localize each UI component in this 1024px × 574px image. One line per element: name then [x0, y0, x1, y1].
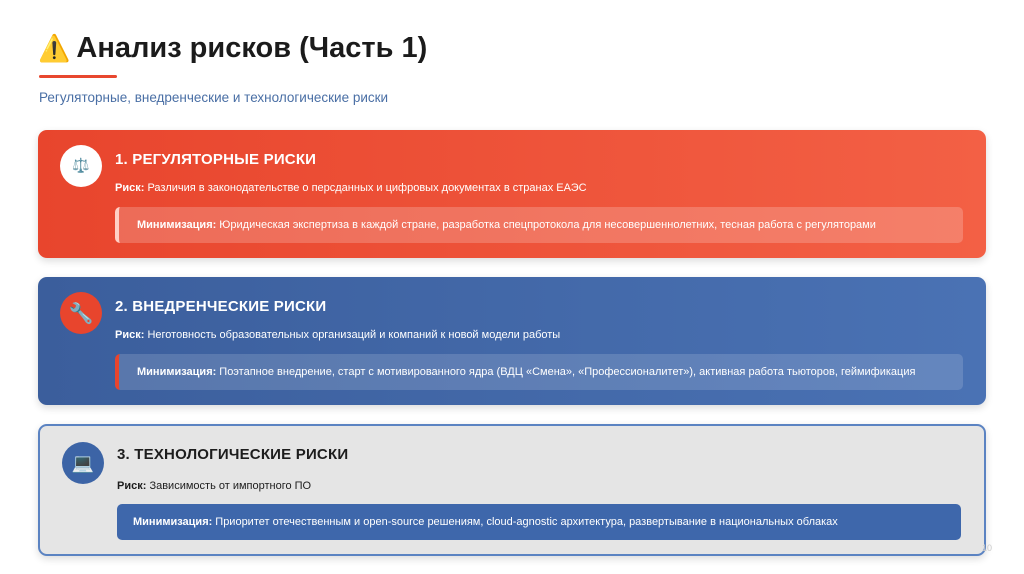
risk-text: Неготовность образовательных организаций и компаний к новой модели работы [147, 329, 561, 341]
risk-card-regulatory [38, 130, 986, 258]
mitigation-text: Приоритет отечественным и open-source решениям, cloud-agnostic архитектура, развертывание в национальных облаках [215, 516, 838, 528]
card-title: 3. ТЕХНОЛОГИЧЕСКИЕ РИСКИ [117, 446, 349, 463]
risk-text: Различия в законодательстве о персданных и цифровых документах в странах ЕАЭС [147, 182, 587, 194]
risk-line [117, 480, 311, 492]
mitigation-box [115, 354, 963, 390]
page-number: 10 [982, 543, 993, 553]
risk-card-technology [38, 424, 986, 556]
title-underline [39, 75, 117, 78]
scales-icon: ⚖️ [60, 145, 102, 187]
warning-icon: ⚠️ [38, 33, 71, 64]
laptop-icon: 💻 [62, 442, 104, 484]
mitigation-label: Минимизация: [137, 219, 217, 231]
risk-line [115, 329, 560, 341]
risk-label: Риск: [115, 329, 145, 341]
risk-line [115, 182, 587, 194]
mitigation-text: Юридическая экспертиза в каждой стране, разработка спецпротокола для несовершеннолетних, тесная работа с регуляторами [219, 219, 876, 231]
page-subtitle: Регуляторные, внедренческие и технологические риски [39, 90, 389, 105]
page-title-text: Анализ рисков (Часть 1) [76, 32, 428, 64]
risk-text: Зависимость от импортного ПО [149, 480, 312, 492]
wrench-icon: 🔧 [60, 292, 102, 334]
card-title: 1. РЕГУЛЯТОРНЫЕ РИСКИ [115, 151, 317, 168]
risk-label: Риск: [115, 182, 145, 194]
mitigation-label: Минимизация: [137, 366, 217, 378]
mitigation-label: Минимизация: [133, 516, 213, 528]
mitigation-box [115, 207, 963, 243]
card-title: 2. ВНЕДРЕНЧЕСКИЕ РИСКИ [115, 298, 327, 315]
mitigation-box [117, 504, 961, 540]
page-title [38, 32, 427, 65]
mitigation-text: Поэтапное внедрение, старт с мотивированного ядра (ВДЦ «Смена», «Профессионалитет»), активная работа тьюторов, геймификация [219, 366, 916, 378]
risk-label: Риск: [117, 480, 147, 492]
risk-card-implementation [38, 277, 986, 405]
